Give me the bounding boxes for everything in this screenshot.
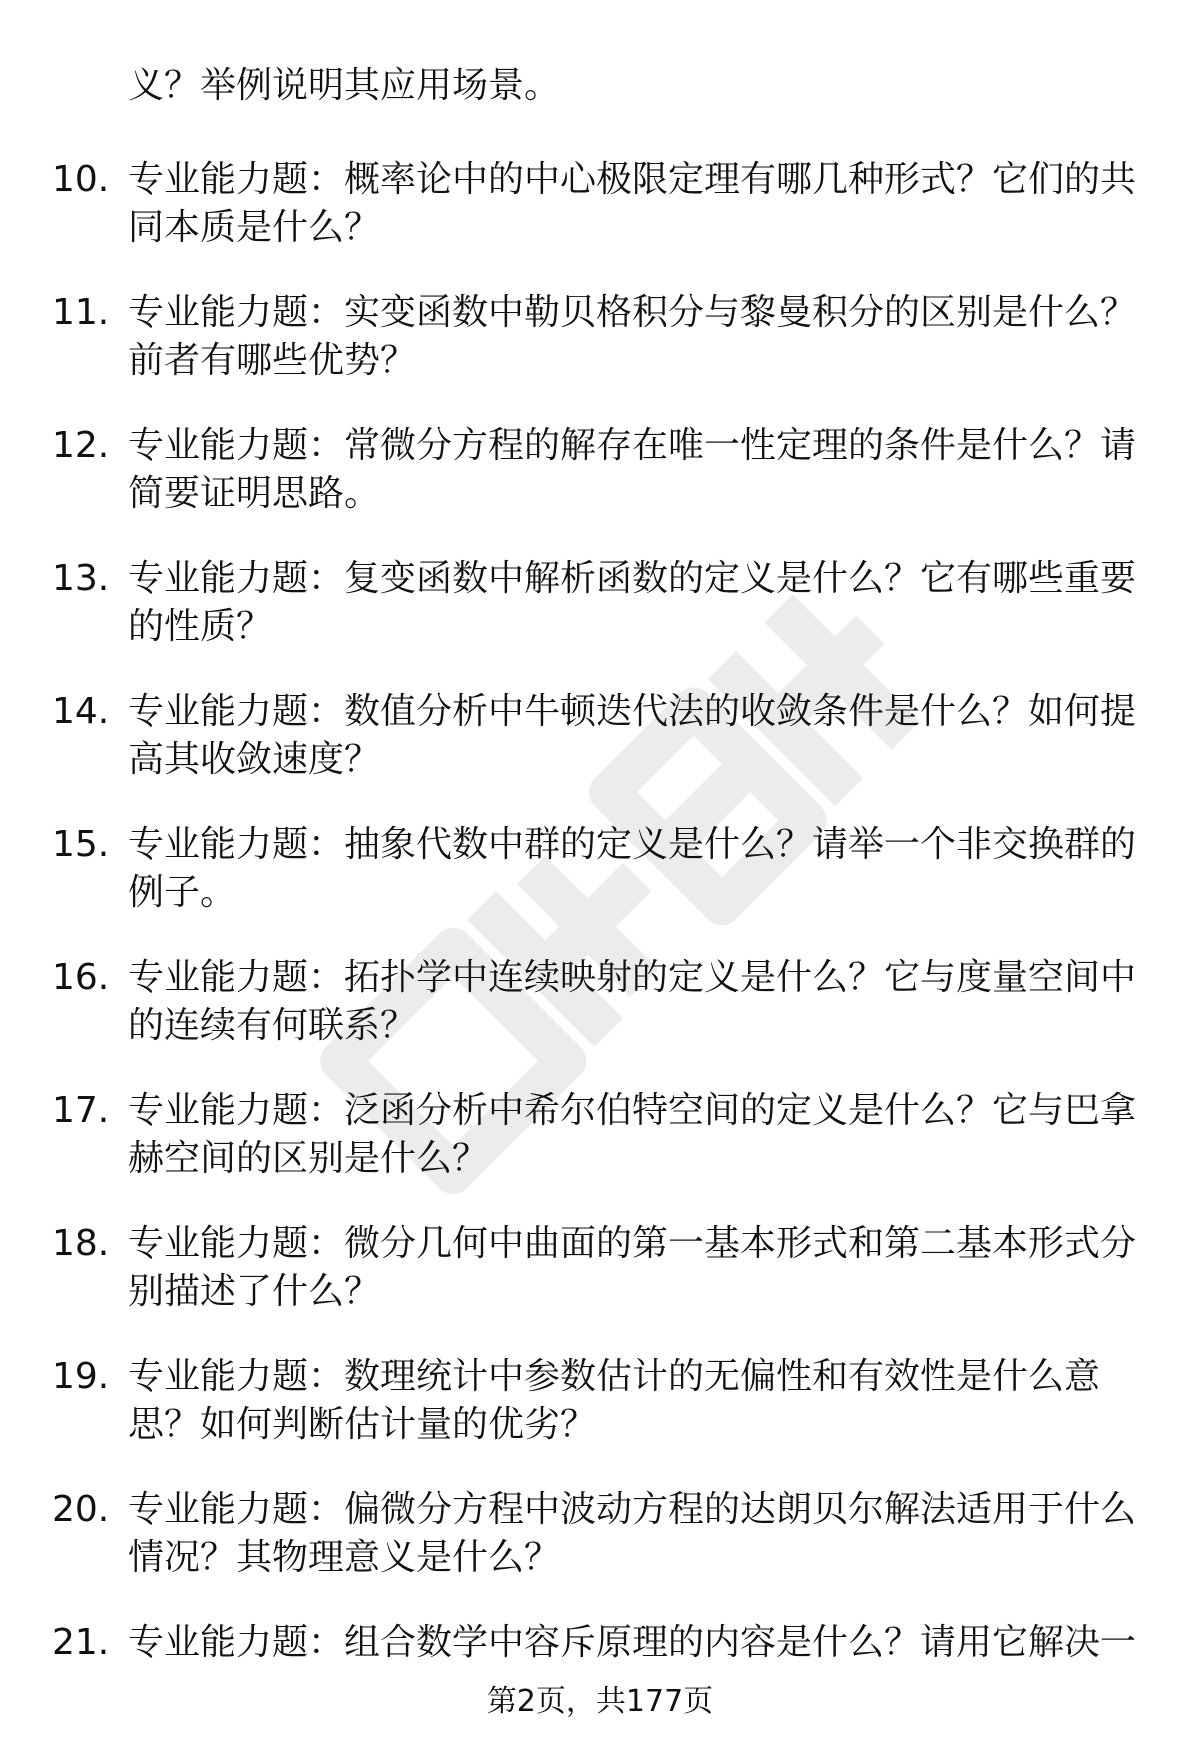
item-number: 19. [52, 1356, 110, 1397]
item-text: 专业能力题：实变函数中勒贝格积分与黎曼积分的区别是什么？前者有哪些优势？ [128, 292, 1137, 381]
item-text: 专业能力题：概率论中的中心极限定理有哪几种形式？它们的共同本质是什么？ [128, 159, 1137, 248]
question-list [52, 156, 1152, 1667]
item-number: 10. [52, 159, 110, 200]
list-item [52, 1619, 1152, 1667]
item-number: 16. [52, 957, 110, 998]
item-number: 18. [52, 1223, 110, 1264]
item-number: 17. [52, 1090, 110, 1131]
list-item [52, 821, 1152, 917]
item-number: 14. [52, 691, 110, 732]
list-item [52, 422, 1152, 518]
list-item [52, 156, 1152, 252]
item-number: 13. [52, 558, 110, 599]
item-text: 专业能力题：复变函数中解析函数的定义是什么？它有哪些重要的性质？ [128, 558, 1137, 647]
item-number: 20. [52, 1489, 110, 1530]
question-list-container [52, 62, 1152, 1704]
continuation-text: 义？举例说明其应用场景。 [128, 65, 561, 106]
list-item [52, 1353, 1152, 1449]
list-item [52, 555, 1152, 651]
list-item [52, 1486, 1152, 1582]
item-text: 专业能力题：组合数学中容斥原理的内容是什么？请用它解决一 [128, 1622, 1137, 1663]
list-item [52, 289, 1152, 385]
item-text: 专业能力题：泛函分析中希尔伯特空间的定义是什么？它与巴拿赫空间的区别是什么？ [128, 1090, 1137, 1179]
item-text: 专业能力题：抽象代数中群的定义是什么？请举一个非交换群的例子。 [128, 824, 1137, 913]
list-item [52, 954, 1152, 1050]
list-item [52, 1087, 1152, 1183]
item-text: 专业能力题：偏微分方程中波动方程的达朗贝尔解法适用于什么情况？其物理意义是什么？ [128, 1489, 1137, 1578]
item-number: 11. [52, 292, 110, 333]
item-number: 12. [52, 425, 110, 466]
item-number: 15. [52, 824, 110, 865]
item-text: 专业能力题：数值分析中牛顿迭代法的收敛条件是什么？如何提高其收敛速度？ [128, 691, 1137, 780]
page-footer: 第2页，共177页 [486, 1684, 714, 1719]
list-item [52, 688, 1152, 784]
item-text: 专业能力题：微分几何中曲面的第一基本形式和第二基本形式分别描述了什么？ [128, 1223, 1137, 1312]
item-text: 专业能力题：拓扑学中连续映射的定义是什么？它与度量空间中的连续有何联系？ [128, 957, 1137, 1046]
item-number: 21. [52, 1622, 110, 1663]
item-text: 专业能力题：常微分方程的解存在唯一性定理的条件是什么？请简要证明思路。 [128, 425, 1137, 514]
item-text: 专业能力题：数理统计中参数估计的无偏性和有效性是什么意思？如何判断估计量的优劣？ [128, 1356, 1101, 1445]
list-item [52, 1220, 1152, 1316]
